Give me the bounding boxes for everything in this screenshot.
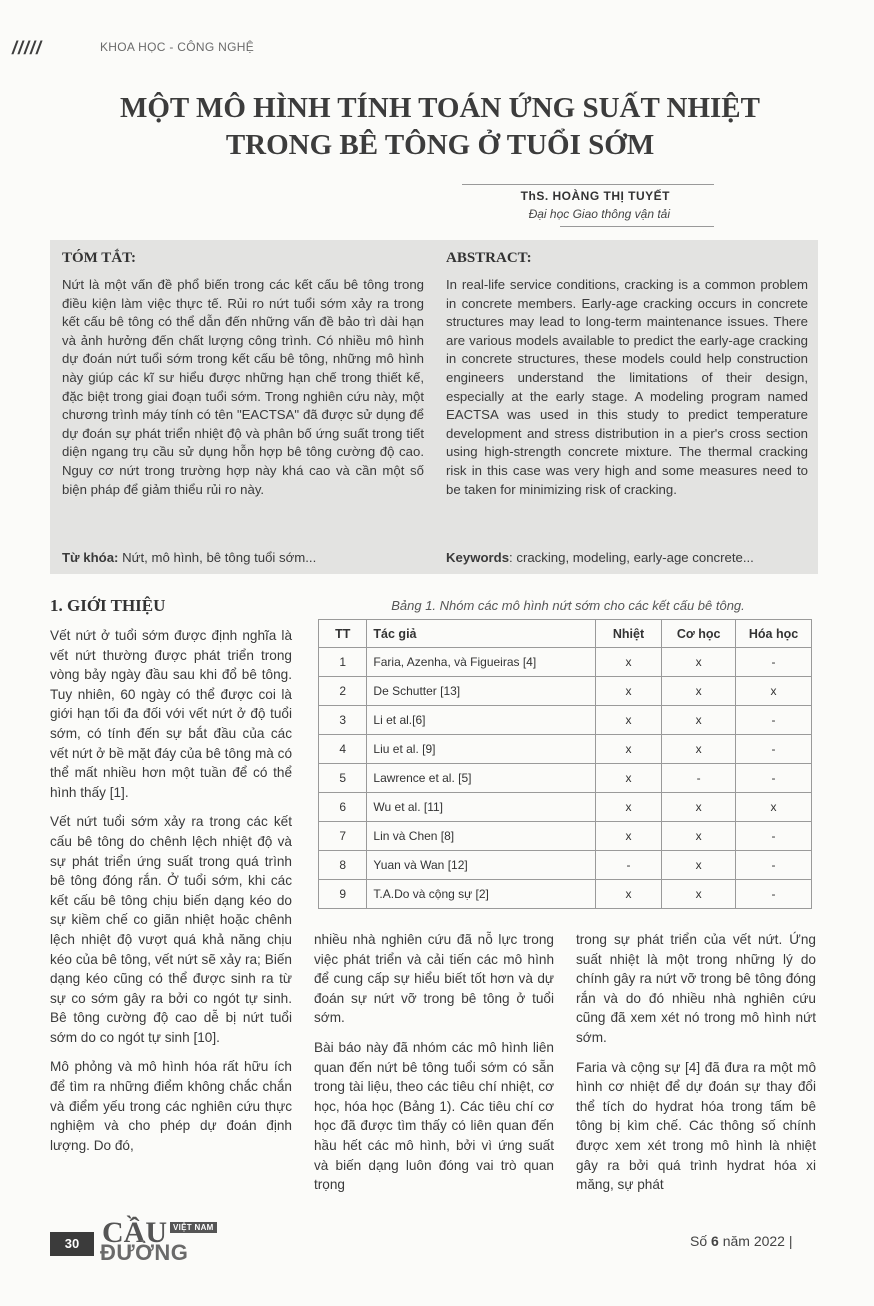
table-row (319, 706, 812, 735)
article-title (60, 90, 820, 164)
issue-number: 6 (711, 1233, 719, 1249)
paragraph: nhiều nhà nghiên cứu đã nỗ lực trong việc phát triển và cải tiến các mô hình để cung cấp sự hiểu biết tốt hơn và dự đoán sự nứt vỡ trong bê tông ở tuổi sớm. (314, 932, 554, 1026)
cell: - (736, 706, 812, 735)
cell: - (736, 822, 812, 851)
logo-word-bottom: ĐƯỜNG (100, 1240, 189, 1265)
cell: x (595, 764, 661, 793)
cell: Yuan và Wan [12] (367, 851, 595, 880)
cell: x (595, 648, 661, 677)
cell: - (736, 764, 812, 793)
table-row (319, 648, 812, 677)
paragraph: trong sự phát triển của vết nứt. Ứng suất nhiệt là một trong những lý do chính gây ra nứt vỡ trong bê tông đóng rắn và do đó nhiều nhà nghiên cứu cũng đã xem xét nó trong mô hình nứt sớm. (576, 932, 816, 1045)
abstract-en-heading: ABSTRACT: (446, 250, 532, 266)
header-cell: Tác giả (367, 620, 595, 648)
cell: 7 (319, 822, 367, 851)
cell: x (736, 677, 812, 706)
cell: x (595, 793, 661, 822)
header-cell: Hóa học (736, 620, 812, 648)
cell: - (595, 851, 661, 880)
cell: x (662, 793, 736, 822)
cell: Lin và Chen [8] (367, 822, 595, 851)
abstract-vi-text: Nứt là một vấn đề phổ biến trong các kết cấu bê tông trong điều kiện làm việc thực tế. Rủi ro nứt tuổi sớm xảy ra trong kết cấu bê tông có thể dẫn đến những vấn đề bảo trì dài hạn và ảnh hưởng đến chất lượng công trình. Có nhiều mô hình dự đoán nứt tuổi sớm trong kết cấu bê tông, những mô hình này giúp các kĩ sư hiểu được những hạn chế trong thiết kế, đặc biệt trong giai đoạn tuổi sớm. Trong nghiên cứu này, một chương trình máy tính có tên "EACTSA" đã được sử dụng để dự đoán sự phát triển nhiệt độ và phân bố ứng suất trong tiết diện ngang trụ cầu sử dụng hỗn hợp bê tông cường độ cao. Nguy cơ nứt trong trường hợp này khá cao và cần một số biện pháp để giảm thiểu rủi ro này. (62, 277, 424, 497)
cell: x (595, 822, 661, 851)
table-row (319, 851, 812, 880)
cell: Wu et al. [11] (367, 793, 595, 822)
keywords-en-label: Keywords (446, 550, 510, 565)
section-heading: 1. GIỚI THIỆU (50, 596, 166, 615)
paragraph: Bài báo này đã nhóm các mô hình liên quan đến nứt bê tông tuổi sớm có sẵn trong tài liệu, theo các tiêu chí nhiệt, cơ học, hóa học (Bảng 1). Các tiêu chí cơ học đã được tìm thấy có liên quan đến hầu hết các mô hình, bởi vì ứng suất và biến dạng luôn đóng vai trò quan trọng (314, 1039, 554, 1193)
keywords-vi-text: Nứt, mô hình, bê tông tuổi sớm... (118, 550, 317, 565)
cell: - (736, 648, 812, 677)
cell: 4 (319, 735, 367, 764)
logo-badge: VIỆT NAM (170, 1222, 217, 1233)
table-row (319, 677, 812, 706)
cell: x (595, 735, 661, 764)
cell: T.A.Do và cộng sự [2] (367, 880, 595, 909)
cell: - (662, 764, 736, 793)
keywords-vi (62, 549, 424, 568)
cell: x (736, 793, 812, 822)
table-row (319, 880, 812, 909)
cell: 5 (319, 764, 367, 793)
cell: x (662, 677, 736, 706)
models-table (318, 619, 812, 909)
cell: x (662, 735, 736, 764)
cell: Lawrence et al. [5] (367, 764, 595, 793)
issue-info (690, 1233, 793, 1249)
table-row (319, 764, 812, 793)
cell: x (595, 880, 661, 909)
cell: x (662, 648, 736, 677)
section-label: KHOA HỌC - CÔNG NGHỆ (100, 40, 255, 54)
cell: 9 (319, 880, 367, 909)
paragraph: Faria và cộng sự [4] đã đưa ra một mô hình cơ nhiệt để dự đoán sự thay đổi thể tích do hydrat hóa trong tấm bê tông bị kìm chế. Các thông số chính được xem xét trong mô hình là nhiệt gây ra bởi quá trình hydrat hóa xi măng, sự phát (576, 1059, 816, 1193)
abstract-box (50, 240, 818, 574)
cell: 6 (319, 793, 367, 822)
cell: De Schutter [13] (367, 677, 595, 706)
header-cell: Nhiệt (595, 620, 661, 648)
body-column-1 (50, 626, 292, 1165)
logo-word-top: CẦU (102, 1216, 167, 1249)
cell: 3 (319, 706, 367, 735)
author-name: ThS. HOÀNG THỊ TUYẾT (520, 189, 670, 203)
abstract-en-text: In real-life service conditions, cracking is a common problem in concrete members. Early-age cracking occurs in concrete structures may lead to long-term maintenance issues. There are various models available to predict the early-age cracking in concrete structures, these models could help construction engineers understand the limitations of their design, especially at the early stage. A modeling program named EACTSA was used in this study to predict temperature development and stress distribution in a pier's cross section using high-strength concrete mixture. The thermal cracking risk in this case was very high and some measures need to be taken for minimizing risk of cracking. (446, 277, 808, 497)
keywords-vi-label: Từ khóa: (62, 550, 119, 565)
byline-divider (462, 184, 714, 185)
cell: Faria, Azenha, và Figueiras [4] (367, 648, 595, 677)
header-slashes: ///// (12, 38, 43, 58)
page-number: 30 (50, 1232, 94, 1256)
body-column-2 (314, 930, 554, 1205)
cell: - (736, 851, 812, 880)
issue-suffix: năm 2022 | (718, 1233, 793, 1249)
cell: 8 (319, 851, 367, 880)
table-caption: Bảng 1. Nhóm các mô hình nứt sớm cho các kết cấu bê tông. (391, 598, 745, 613)
table-row (319, 735, 812, 764)
cell: x (662, 851, 736, 880)
title-line-1: MỘT MÔ HÌNH TÍNH TOÁN ỨNG SUẤT NHIỆT (120, 92, 760, 124)
cell: 2 (319, 677, 367, 706)
abstract-vi-heading: TÓM TẮT: (62, 250, 137, 266)
body-column-3 (576, 930, 816, 1205)
paragraph: Vết nứt ở tuổi sớm được định nghĩa là vết nứt thường được phát triển trong vòng bảy ngày đầu sau khi đổ bê tông. Tuy nhiên, 60 ngày có thể được coi là giới hạn tối đa đối với vết nứt ở độ tuổi sớm, có tính đến sự bắt đầu của các vết nứt ở bề mặt đáy của bê tông mà có thể mất nhiều hơn một tuần để có thể hình thấy [1]. (50, 628, 292, 800)
paragraph: Mô phỏng và mô hình hóa rất hữu ích để tìm ra những điểm không chắc chắn và điểm yếu trong các nghiên cứu thực nghiệm và cho phép dự đoán định lượng. Do đó, (50, 1059, 292, 1153)
title-line-2: TRONG BÊ TÔNG Ở TUỔI SỚM (225, 129, 655, 161)
paragraph: Vết nứt tuổi sớm xảy ra trong các kết cấu bê tông do chênh lệch nhiệt độ và sự phát triển ứng suất trong quá trình bê tông đóng rắn. Ở tuổi sớm, khi các kết cấu bê tông chịu biến dạng kéo do sự kiềm chế co giãn nhiệt hoặc chênh lệch nhiệt độ vượt quá khả năng chịu kéo của bê tông, vết nứt sẽ xảy ra; Biến dạng kéo cũng có thể được sinh ra từ sự co sớm gây ra bởi co ngót tự sinh. Bê tông cường độ cao dễ bị nứt tuổi sớm do co ngót tự sinh [10]. (50, 814, 292, 1045)
table-header-row (319, 620, 812, 648)
cell: - (736, 735, 812, 764)
cell: x (595, 706, 661, 735)
table-row (319, 793, 812, 822)
issue-prefix: Số (690, 1233, 712, 1249)
keywords-en-text: : cracking, modeling, early-age concrete... (509, 550, 754, 565)
cell: x (662, 880, 736, 909)
cell: 1 (319, 648, 367, 677)
author-affiliation: Đại học Giao thông vận tải (528, 207, 670, 221)
cell: Liu et al. [9] (367, 735, 595, 764)
cell: Li et al.[6] (367, 706, 595, 735)
keywords-en (446, 549, 808, 568)
table-row (319, 822, 812, 851)
cell: x (662, 706, 736, 735)
header-cell: Cơ học (662, 620, 736, 648)
cell: x (595, 677, 661, 706)
magazine-logo (100, 1218, 222, 1264)
cell: - (736, 880, 812, 909)
affiliation-divider (560, 226, 714, 227)
cell: x (662, 822, 736, 851)
header-cell: TT (319, 620, 367, 648)
